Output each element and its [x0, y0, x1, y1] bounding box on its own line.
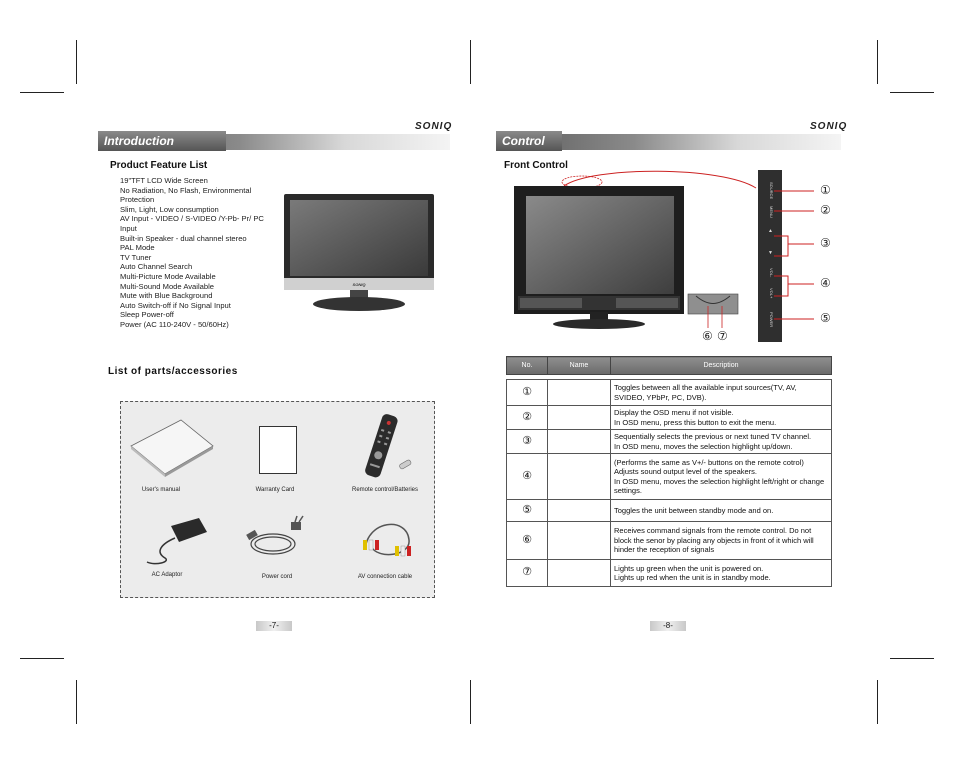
table-row [507, 454, 832, 500]
panel-button-label: ▼ [768, 250, 773, 256]
panel-button-label: SOURCE [769, 182, 774, 200]
list-item: Auto Switch-off if No Signal Input [120, 300, 231, 310]
crop-mark [76, 40, 77, 84]
table-row [507, 406, 832, 430]
list-item: Built-in Speaker - dual channel stereo [120, 233, 247, 243]
list-item: Sleep Power-off [120, 310, 174, 320]
row-description: Sequentially selects the previous or next tuned TV channel. In OSD menu, moves the selection highlight up/down. [611, 430, 832, 454]
row-number: ⑥ [507, 522, 548, 560]
brand-logo: SONIQ [415, 121, 453, 132]
list-item: Auto Channel Search [120, 262, 193, 272]
row-number: ⑤ [507, 500, 548, 522]
list-item: AV Input - VIDEO / S-VIDEO /Y-Pb- Pr/ PC Input [120, 214, 264, 233]
table-row [507, 560, 832, 587]
row-description: Receives command signals from the remote control. Do not block the senor by placing any objects in front of it which will hinder the reception of signals [611, 522, 832, 560]
av-cable-icon [357, 510, 417, 565]
callout-number: ② [820, 203, 831, 217]
power-cord-icon [243, 514, 313, 564]
accessory-label: AC Adaptor [151, 572, 183, 578]
control-table [506, 356, 832, 587]
front-control-title: Front Control [504, 160, 568, 171]
crop-mark [76, 680, 77, 724]
callout-number: ③ [820, 236, 831, 250]
tv-brand-text: SONIQ [352, 282, 366, 287]
row-name [548, 380, 611, 406]
list-item: Multi-Sound Mode Available [120, 281, 214, 291]
crop-mark [470, 40, 471, 84]
accessories-box [120, 401, 435, 598]
crop-mark [20, 658, 64, 659]
list-item: TV Tuner [120, 252, 152, 262]
row-description: Display the OSD menu if not visible. In OSD menu, press this button to exit the menu. [611, 406, 832, 430]
row-description: (Performs the same as V+/- buttons on the remote cotrol) Adjusts sound output level of the speakers. In OSD menu, moves the selection highlight left/right or change settings. [611, 454, 832, 500]
ac-adaptor-icon [141, 512, 211, 572]
row-name [548, 560, 611, 587]
callout-number: ⑤ [820, 311, 831, 325]
front-control-diagram [512, 164, 762, 332]
accessory-label: Remote control/Batteries [351, 487, 419, 493]
panel-button-label: ▲ [768, 228, 773, 234]
table-row [507, 380, 832, 406]
panel-button-label: VOL+ [769, 288, 774, 299]
column-header: Name [548, 357, 611, 375]
page-number: -8- [650, 621, 686, 631]
accessory-label: Warranty Card [255, 487, 295, 493]
panel-button-label: POWER [769, 312, 774, 328]
list-item: Multi-Picture Mode Available [120, 271, 216, 281]
row-number: ⑦ [507, 560, 548, 587]
table-row [507, 430, 832, 454]
crop-mark [877, 680, 878, 724]
table-row [507, 522, 832, 560]
callout-lines [770, 180, 820, 330]
page-title: Introduction [98, 131, 226, 151]
crop-mark [20, 92, 64, 93]
list-item: 19"TFT LCD Wide Screen [120, 176, 208, 185]
list-item: PAL Mode [120, 243, 155, 253]
row-number: ③ [507, 430, 548, 454]
callout-number: ④ [820, 276, 831, 290]
page-number: -7- [256, 621, 292, 631]
callout-number: ⑦ [717, 329, 728, 343]
page-title: Control [496, 131, 562, 151]
panel-button-label: VOL- [769, 268, 774, 278]
tv-product-image [280, 192, 438, 318]
table-row [507, 500, 832, 522]
feature-list-title: Product Feature List [110, 160, 208, 171]
table-header-row [507, 357, 832, 375]
accessory-label: Power cord [261, 574, 293, 580]
row-description: Toggles between all the available input sources(TV, AV, SVIDEO, YPbPr, PC, DVB). [611, 380, 832, 406]
crop-mark [890, 658, 934, 659]
callout-number: ① [820, 183, 831, 197]
crop-mark [470, 680, 471, 724]
accessory-label: AV connection cable [357, 574, 413, 580]
column-header: No. [507, 357, 548, 375]
accessory-label: User's manual [141, 487, 181, 493]
feature-list [120, 176, 270, 330]
row-name [548, 500, 611, 522]
row-description: Lights up green when the unit is powered on. Lights up red when the unit is in standby mode. [611, 560, 832, 587]
parts-list-title: List of parts/accessories [108, 366, 238, 377]
manual-icon [129, 418, 215, 478]
crop-mark [877, 40, 878, 84]
row-description: Toggles the unit between standby mode and on. [611, 500, 832, 522]
row-name [548, 522, 611, 560]
list-item: No Radiation, No Flash, Environmental Protection [120, 185, 252, 205]
row-name [548, 454, 611, 500]
list-item: Slim, Light, Low consumption [120, 204, 219, 214]
column-header: Description [611, 357, 832, 375]
remote-icon [357, 412, 417, 482]
row-name [548, 430, 611, 454]
callout-number: ⑥ [702, 329, 713, 343]
crop-mark [890, 92, 934, 93]
warranty-card-icon [259, 426, 297, 474]
row-number: ② [507, 406, 548, 430]
row-name [548, 406, 611, 430]
list-item: Power (AC 110-240V - 50/60Hz) [120, 319, 229, 329]
list-item: Mute with Blue Background [120, 291, 213, 301]
brand-logo: SONIQ [810, 121, 848, 132]
row-number: ④ [507, 454, 548, 500]
panel-button-label: MENU [769, 206, 774, 218]
row-number: ① [507, 380, 548, 406]
